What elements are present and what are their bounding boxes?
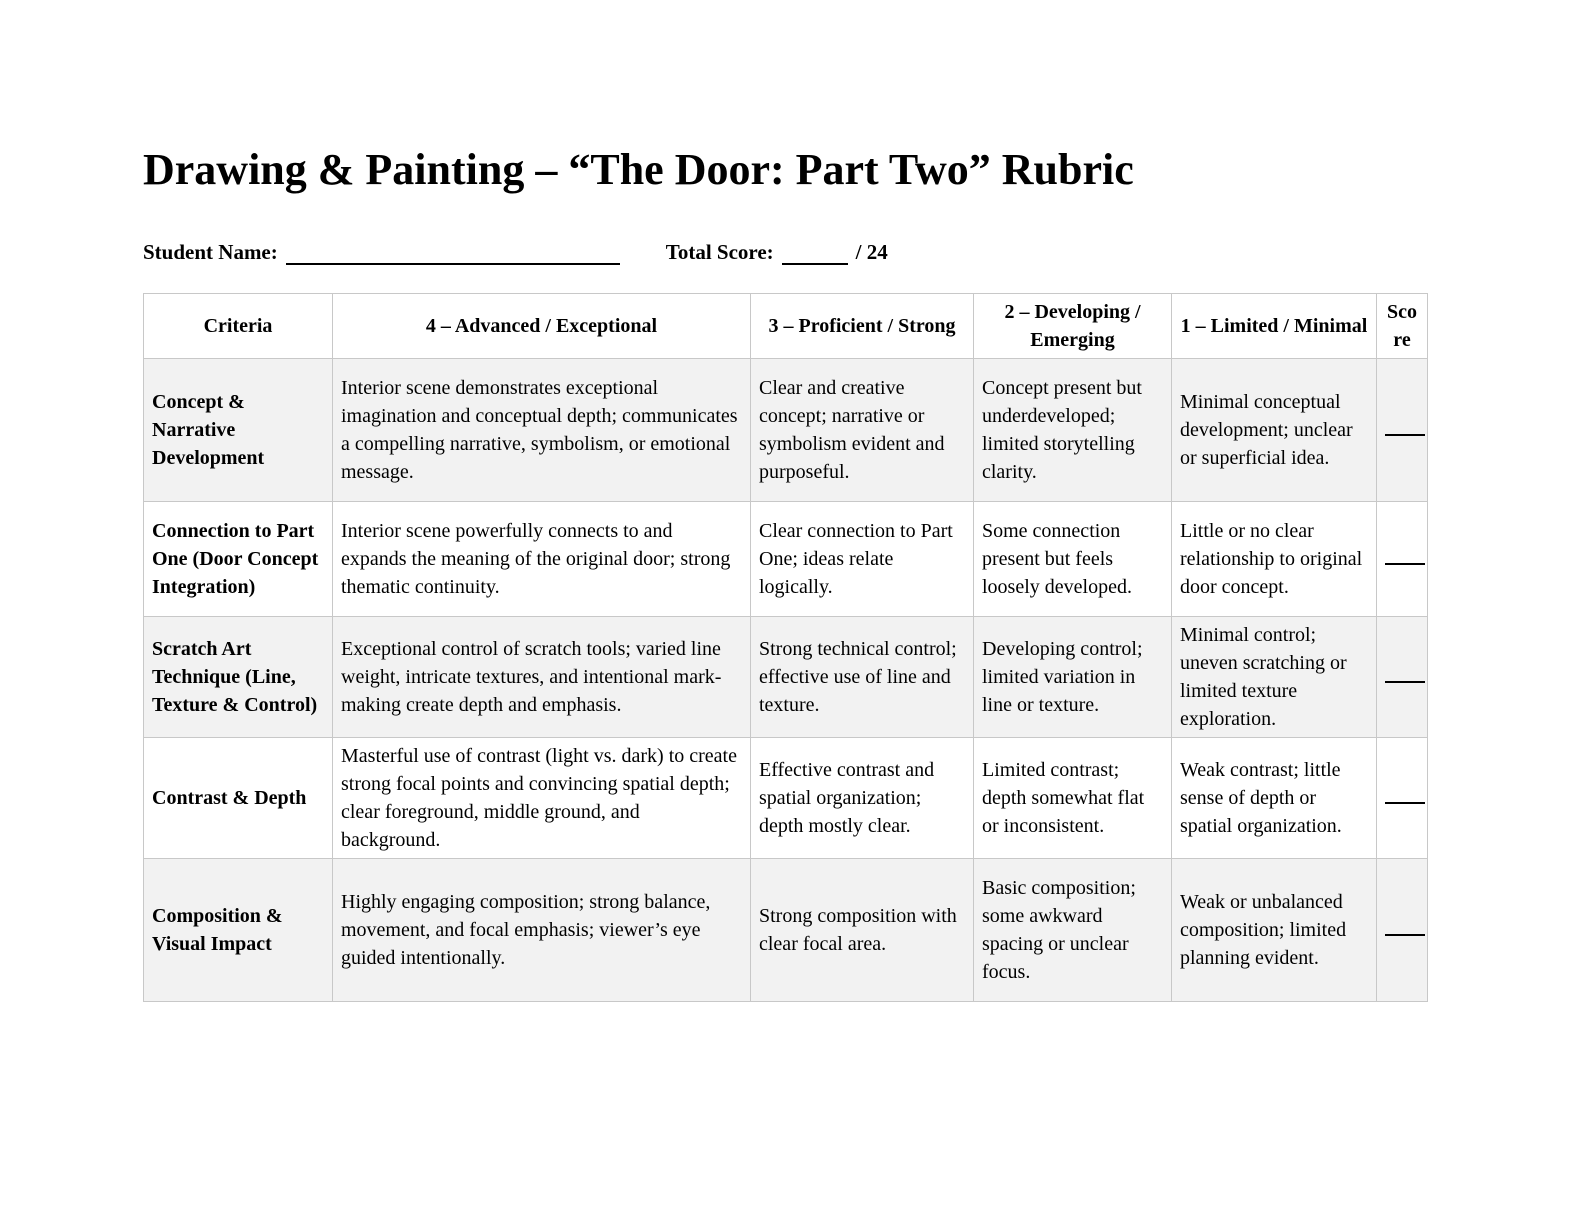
cell-developing: Developing control; limited variation in line or texture. (974, 617, 1172, 738)
total-score-suffix: / 24 (855, 240, 888, 265)
score-blank-line (1385, 922, 1425, 936)
table-row-connection (144, 502, 1428, 617)
cell-proficient: Strong composition with clear focal area. (751, 859, 974, 1002)
cell-proficient: Strong technical control; effective use of line and texture. (751, 617, 974, 738)
student-name-label: Student Name: (143, 240, 278, 265)
cell-criteria: Contrast & Depth (144, 738, 333, 859)
header-row (144, 294, 1428, 359)
header-criteria: Criteria (144, 294, 333, 359)
meta-line (143, 240, 1434, 265)
table-row-scratch (144, 617, 1428, 738)
cell-score (1377, 738, 1428, 859)
cell-criteria: Scratch Art Technique (Line, Texture & Control) (144, 617, 333, 738)
header-advanced: 4 – Advanced / Exceptional (333, 294, 751, 359)
cell-criteria: Composition & Visual Impact (144, 859, 333, 1002)
cell-score (1377, 859, 1428, 1002)
table-row-contrast (144, 738, 1428, 859)
cell-limited: Minimal conceptual development; unclear or superficial idea. (1172, 359, 1377, 502)
cell-score (1377, 502, 1428, 617)
cell-advanced: Exceptional control of scratch tools; varied line weight, intricate textures, and intentional mark-making create depth and emphasis. (333, 617, 751, 738)
total-score-label: Total Score: (665, 240, 774, 265)
cell-developing: Basic composition; some awkward spacing or unclear focus. (974, 859, 1172, 1002)
cell-advanced: Interior scene demonstrates exceptional imagination and conceptual depth; communicates a compelling narrative, symbolism, or emotional message. (333, 359, 751, 502)
cell-limited: Weak or unbalanced composition; limited planning evident. (1172, 859, 1377, 1002)
header-limited: 1 – Limited / Minimal (1172, 294, 1377, 359)
cell-developing: Concept present but underdeveloped; limited storytelling clarity. (974, 359, 1172, 502)
cell-criteria: Concept & Narrative Development (144, 359, 333, 502)
rubric-table (143, 293, 1428, 1002)
cell-developing: Limited contrast; depth somewhat flat or inconsistent. (974, 738, 1172, 859)
cell-proficient: Clear and creative concept; narrative or symbolism evident and purposeful. (751, 359, 974, 502)
cell-limited: Minimal control; uneven scratching or limited texture exploration. (1172, 617, 1377, 738)
table-row-composition (144, 859, 1428, 1002)
cell-proficient: Clear connection to Part One; ideas relate logically. (751, 502, 974, 617)
student-name-blank (286, 245, 620, 265)
cell-score (1377, 359, 1428, 502)
cell-advanced: Masterful use of contrast (light vs. dark) to create strong focal points and convincing spatial depth; clear foreground, middle ground, and background. (333, 738, 751, 859)
cell-advanced: Highly engaging composition; strong balance, movement, and focal emphasis; viewer’s eye guided intentionally. (333, 859, 751, 1002)
table-row-concept (144, 359, 1428, 502)
score-blank-line (1385, 790, 1425, 804)
cell-advanced: Interior scene powerfully connects to and expands the meaning of the original door; strong thematic continuity. (333, 502, 751, 617)
page-title: Drawing & Painting – “The Door: Part Two” Rubric (143, 145, 1134, 194)
total-score-blank (782, 245, 848, 265)
cell-limited: Weak contrast; little sense of depth or spatial organization. (1172, 738, 1377, 859)
cell-developing: Some connection present but feels loosely developed. (974, 502, 1172, 617)
score-blank-line (1385, 551, 1425, 565)
header-score: Score (1377, 294, 1428, 359)
cell-proficient: Effective contrast and spatial organization; depth mostly clear. (751, 738, 974, 859)
cell-limited: Little or no clear relationship to original door concept. (1172, 502, 1377, 617)
cell-score (1377, 617, 1428, 738)
header-proficient: 3 – Proficient / Strong (751, 294, 974, 359)
header-developing: 2 – Developing / Emerging (974, 294, 1172, 359)
score-blank-line (1385, 422, 1425, 436)
score-blank-line (1385, 669, 1425, 683)
cell-criteria: Connection to Part One (Door Concept Integration) (144, 502, 333, 617)
